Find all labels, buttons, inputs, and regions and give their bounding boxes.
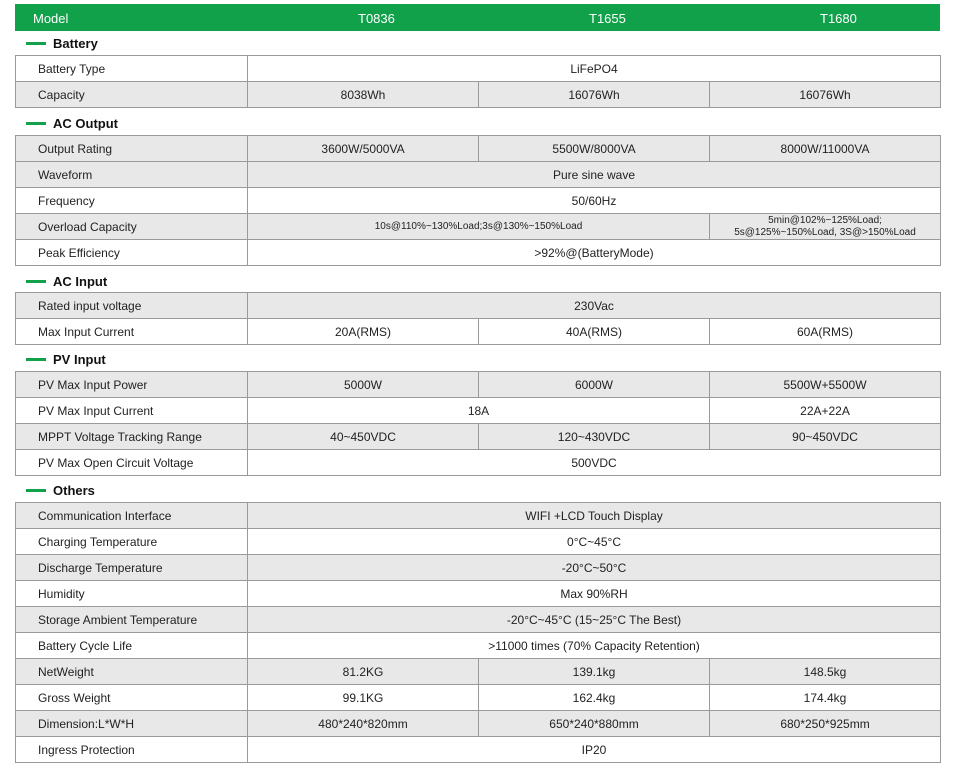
section-marker-icon (26, 358, 46, 361)
row-value: 650*240*880mm (479, 711, 710, 737)
battery-table (15, 55, 941, 108)
section-marker-icon (26, 122, 46, 125)
row-value: 0°C~45°C (248, 529, 941, 555)
row-value: 500VDC (248, 450, 941, 476)
section-marker-icon (26, 280, 46, 283)
row-label: Peak Efficiency (16, 240, 248, 266)
row-value: 20A(RMS) (248, 319, 479, 345)
row-value: 90~450VDC (710, 424, 941, 450)
row-label: Rated input voltage (16, 293, 248, 319)
table-row (16, 633, 941, 659)
row-value: >11000 times (70% Capacity Retention) (248, 633, 941, 659)
table-row (16, 450, 941, 476)
row-label: PV Max Input Current (16, 398, 248, 424)
section-marker-icon (26, 489, 46, 492)
table-row (16, 372, 941, 398)
section-ac-input: AC Input (26, 274, 107, 292)
row-label: Communication Interface (16, 503, 248, 529)
row-value: 174.4kg (710, 685, 941, 711)
row-value: Pure sine wave (248, 162, 941, 188)
section-ac-output: AC Output (26, 116, 118, 134)
row-label: Charging Temperature (16, 529, 248, 555)
row-value: >92%@(BatteryMode) (248, 240, 941, 266)
header-model: Model (33, 11, 69, 26)
row-value: 22A+22A (710, 398, 941, 424)
row-value: 148.5kg (710, 659, 941, 685)
table-row (16, 136, 941, 162)
row-value: 50/60Hz (248, 188, 941, 214)
pv-input-table (15, 371, 941, 476)
row-value: 81.2KG (248, 659, 479, 685)
row-value: 480*240*820mm (248, 711, 479, 737)
row-value: 8000W/11000VA (710, 136, 941, 162)
ac-output-table (15, 135, 941, 266)
row-value: 680*250*925mm (710, 711, 941, 737)
table-row (16, 398, 941, 424)
row-value: 16076Wh (710, 82, 941, 108)
row-value: -20°C~45°C (15~25°C The Best) (248, 607, 941, 633)
row-value: IP20 (248, 737, 941, 763)
row-label: Ingress Protection (16, 737, 248, 763)
row-label: NetWeight (16, 659, 248, 685)
row-value: 40A(RMS) (479, 319, 710, 345)
table-row (16, 607, 941, 633)
row-value: 120~430VDC (479, 424, 710, 450)
header-t0836: T0836 (358, 11, 395, 26)
row-label: PV Max Open Circuit Voltage (16, 450, 248, 476)
row-value: 5500W+5500W (710, 372, 941, 398)
table-row (16, 214, 941, 240)
header-t1655: T1655 (589, 11, 626, 26)
table-row (16, 503, 941, 529)
row-value: WIFI +LCD Touch Display (248, 503, 941, 529)
table-row (16, 555, 941, 581)
section-marker-icon (26, 42, 46, 45)
row-value: 99.1KG (248, 685, 479, 711)
table-row (16, 56, 941, 82)
table-row (16, 240, 941, 266)
row-label: Gross Weight (16, 685, 248, 711)
section-battery: Battery (26, 36, 98, 54)
row-value: 5000W (248, 372, 479, 398)
ac-input-table (15, 292, 941, 345)
section-pv-input: PV Input (26, 352, 106, 370)
row-value: 139.1kg (479, 659, 710, 685)
table-row (16, 424, 941, 450)
table-row (16, 529, 941, 555)
row-label: Discharge Temperature (16, 555, 248, 581)
table-row (16, 82, 941, 108)
row-value: 3600W/5000VA (248, 136, 479, 162)
row-label: Output Rating (16, 136, 248, 162)
header-t1680: T1680 (820, 11, 857, 26)
section-others: Others (26, 483, 95, 501)
row-value: 5min@102%~125%Load; 5s@125%~150%Load, 3S@>150%Load (710, 214, 941, 240)
row-value: 230Vac (248, 293, 941, 319)
row-label: Dimension:L*W*H (16, 711, 248, 737)
row-value: 10s@110%~130%Load;3s@130%~150%Load (248, 214, 710, 240)
row-label: Overload Capacity (16, 214, 248, 240)
row-value: LiFePO4 (248, 56, 941, 82)
row-label: Battery Type (16, 56, 248, 82)
row-value: 60A(RMS) (710, 319, 941, 345)
row-value: 8038Wh (248, 82, 479, 108)
table-row (16, 659, 941, 685)
row-label: Humidity (16, 581, 248, 607)
table-row (16, 685, 941, 711)
row-value: 6000W (479, 372, 710, 398)
row-label: Storage Ambient Temperature (16, 607, 248, 633)
row-value: 5500W/8000VA (479, 136, 710, 162)
row-value: Max 90%RH (248, 581, 941, 607)
row-label: PV Max Input Power (16, 372, 248, 398)
row-value: 162.4kg (479, 685, 710, 711)
table-row (16, 188, 941, 214)
row-label: MPPT Voltage Tracking Range (16, 424, 248, 450)
row-label: Max Input Current (16, 319, 248, 345)
row-label: Battery Cycle Life (16, 633, 248, 659)
table-row (16, 737, 941, 763)
table-row (16, 711, 941, 737)
table-row (16, 581, 941, 607)
row-label: Waveform (16, 162, 248, 188)
row-label: Frequency (16, 188, 248, 214)
others-table (15, 502, 941, 763)
table-row (16, 293, 941, 319)
row-value: -20°C~50°C (248, 555, 941, 581)
row-value: 16076Wh (479, 82, 710, 108)
row-label: Capacity (16, 82, 248, 108)
table-header (15, 4, 940, 31)
table-row (16, 162, 941, 188)
row-value: 18A (248, 398, 710, 424)
row-value: 40~450VDC (248, 424, 479, 450)
table-row (16, 319, 941, 345)
